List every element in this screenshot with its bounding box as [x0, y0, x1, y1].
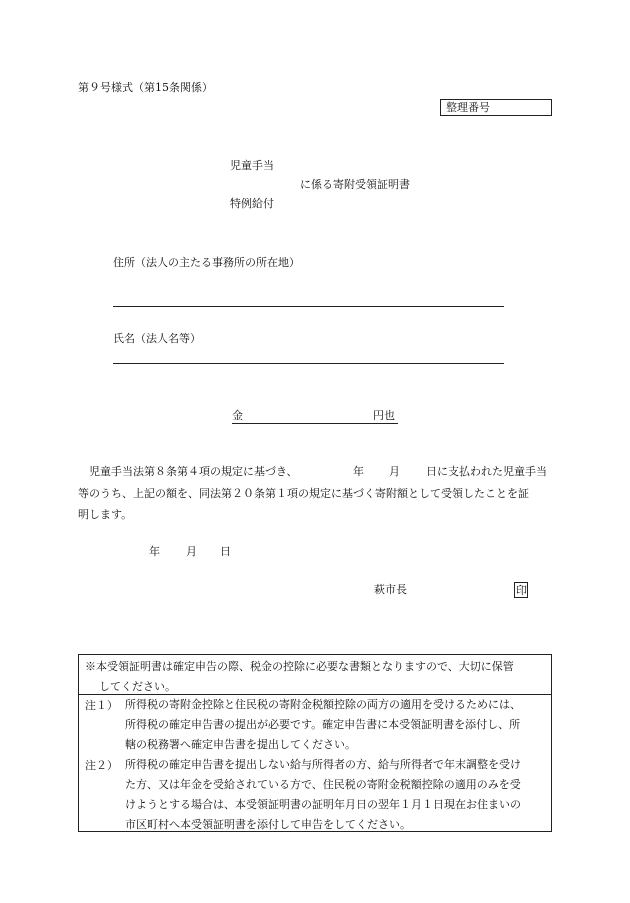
- issuer-name: 萩市長: [374, 583, 407, 596]
- note1-line1: 所得税の寄附金控除と住民税の寄附金税額控除の両方の適用を受けるためには、: [125, 698, 521, 711]
- note1-line2: 所得税の確定申告書の提出が必要です。確定申告書に本受領証明書を添付し、所: [125, 718, 521, 731]
- note2-line2: た方、又は年金を受給されている方で、住民税の寄附金税額控除の適用のみを受: [125, 778, 521, 791]
- note1-label: 注１）: [85, 699, 118, 712]
- note2-text: [125, 755, 545, 835]
- date-day: 日: [220, 545, 231, 558]
- note2-row: [79, 755, 551, 833]
- seal-stamp-box: [514, 582, 528, 598]
- notes-box: [78, 654, 552, 832]
- note2-line4: 市区町村へ本受領証明書を添付して申告をしてください。: [125, 818, 411, 831]
- caution-line2: してください。: [99, 680, 176, 693]
- note1-row: [79, 695, 551, 755]
- body-day-text: 日に支払われた児童手当: [426, 465, 547, 478]
- body-text-part1: 児童手当法第８条第４項の規定に基づき、: [89, 465, 298, 478]
- name-field-line[interactable]: [113, 363, 504, 364]
- form-number: 第９号様式（第15条関係）: [78, 81, 213, 94]
- date-year: 年: [149, 545, 160, 558]
- document-title: に係る寄附受領証明書: [300, 178, 410, 191]
- address-field-line[interactable]: [113, 306, 504, 307]
- body-text-line3: 明します。: [78, 508, 133, 521]
- amount-suffix: 円也: [373, 409, 395, 422]
- date-month: 月: [186, 545, 197, 558]
- body-month: 月: [389, 465, 400, 478]
- title-special-benefit: 特例給付: [230, 197, 274, 210]
- amount-field-line[interactable]: [232, 423, 398, 424]
- note2-line1: 所得税の確定申告書を提出しない給与所得者の方、給与所得者で年末調整を受け: [125, 758, 521, 771]
- note1-text: [125, 695, 545, 755]
- reference-number-label: 整理番号: [446, 101, 490, 114]
- body-text-line2: 等のうち、上記の額を、同法第２０条第１項の規定に基づく寄附額として受領したことを証: [78, 487, 529, 500]
- reference-number-box[interactable]: [440, 99, 552, 116]
- body-year: 年: [353, 465, 364, 478]
- note2-line3: けようとする場合は、本受領証明書の証明年月日の翌年１月１日現在お住まいの: [125, 798, 521, 811]
- seal-label: 印: [516, 584, 527, 597]
- caution-line1: ※本受領証明書は確定申告の際、税金の控除に必要な書類となりますので、大切に保管: [85, 660, 514, 673]
- note2-label: 注２）: [85, 759, 118, 772]
- amount-prefix: 金: [232, 409, 243, 422]
- title-child-allowance: 児童手当: [230, 159, 274, 172]
- name-label: 氏名（法人名等）: [113, 332, 201, 345]
- note1-line3: 轄の税務署へ確定申告書を提出してください。: [125, 738, 356, 751]
- caution-row: [79, 655, 551, 695]
- address-label: 住所（法人の主たる事務所の所在地）: [113, 256, 300, 269]
